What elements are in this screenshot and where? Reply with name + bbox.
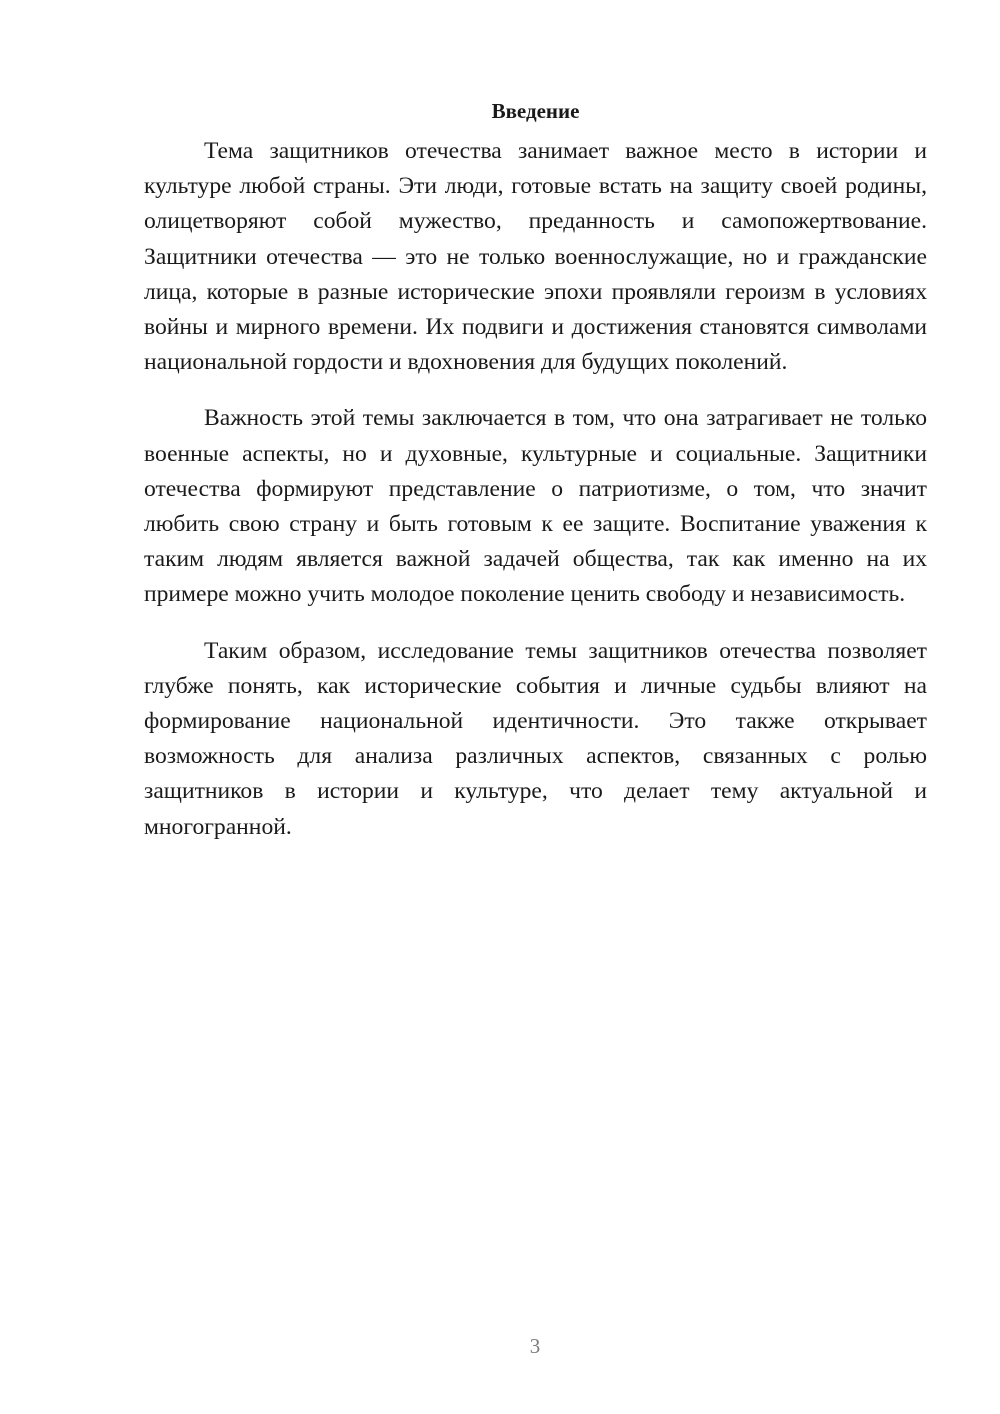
paragraph-2: Важность этой темы заключается в том, что она затрагивает не только военные аспекты, но и духовные, культурные и социальные. Защитники отечества формируют представление о патриотизме, о том, что значит любить свою страну и быть готовым к ее защите. Воспитание уважения к таким людям является важной задачей общества, так как именно на их примере можно учить молодое поколение ценить свободу и независимость. bbox=[144, 405, 927, 608]
section-heading: Введение bbox=[491, 99, 580, 123]
paragraph-1: Тема защитников отечества занимает важное место в истории и культуре любой страны. Эти люди, готовые встать на защиту своей родины, олицетворяют собой мужество, преданность и самопожертвование. Защитники отечества — это не только военнослужащие, но и гражданские лица, которые в разные исторические эпохи проявляли героизм в условиях войны и мирного времени. Их подвиги и достижения становятся символами национальной гордости и вдохновения для будущих поколений. bbox=[144, 138, 927, 376]
page-number: 3 bbox=[529, 1334, 541, 1358]
paragraph-3: Таким образом, исследование темы защитников отечества позволяет глубже понять, как исторические события и личные судьбы влияют на формирование национальной идентичности. Это также открывает возможность для анализа различных аспектов, связанных с ролью защитников в истории и культуре, что делает тему актуальной и многогранной. bbox=[144, 637, 927, 840]
document-page bbox=[144, 94, 927, 845]
